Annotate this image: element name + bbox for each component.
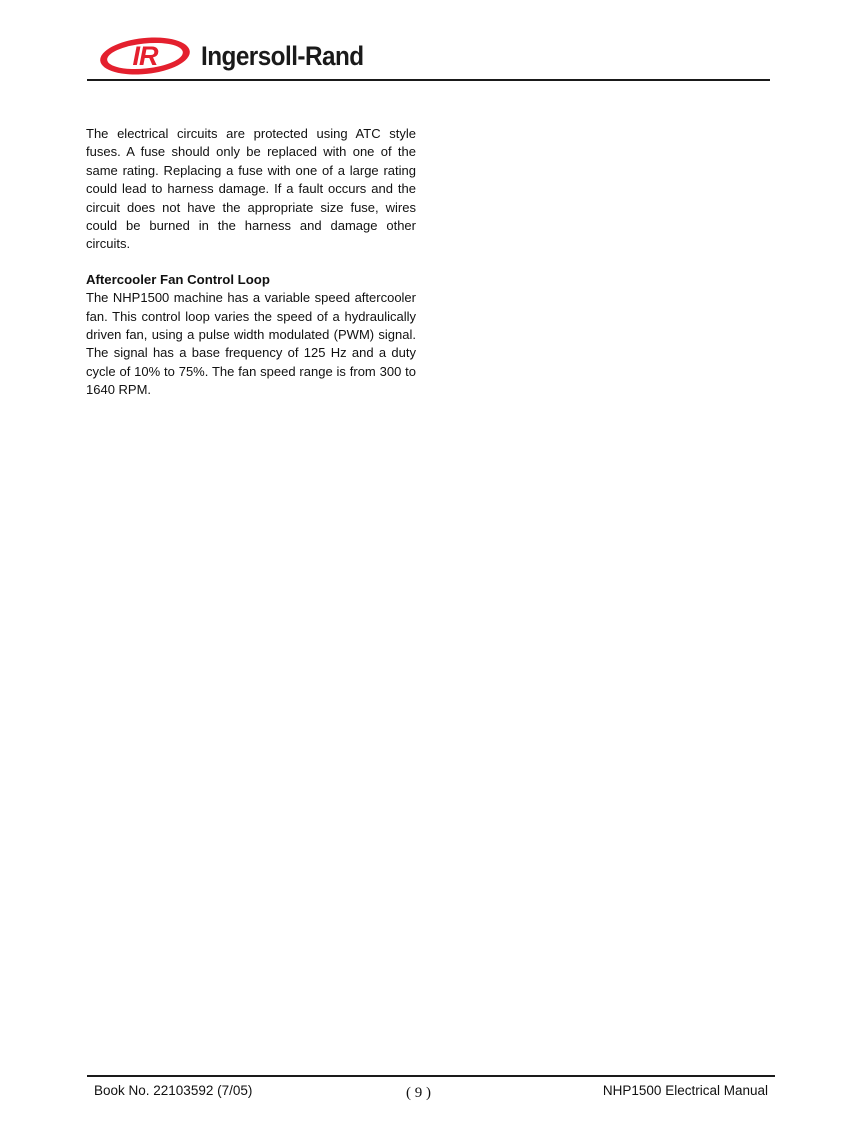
ingersoll-rand-logo <box>97 34 407 78</box>
page-number: ( 9 ) <box>406 1085 431 1101</box>
manual-title: NHP1500 Electrical Manual <box>602 1083 768 1098</box>
page-body <box>86 125 416 400</box>
header-divider <box>87 79 770 81</box>
section-heading: Aftercooler Fan Control Loop <box>86 271 270 287</box>
book-number: Book No. 22103592 (7/05) <box>94 1083 253 1098</box>
ir-logo-mark-icon <box>97 34 193 78</box>
fuse-protection-paragraph: The electrical circuits are protected using ATC style fuses. A fuse should only be replaced with one of the same rating. Replacing a fuse with one of a large rating could lead to harness damage. If a fault occurs and the circuit does not have the appropriate size fuse, wires could be burned in the harness and damage other circuits. <box>86 126 416 252</box>
fan-control-paragraph: The NHP1500 machine has a variable speed aftercooler fan. This control loop varies the speed of a hydraulically driven fan, using a pulse width modulated (PWM) signal. The signal has a base frequency of 125 Hz and a duty cycle of 10% to 75%. The fan speed range is from 300 to 1640 RPM. <box>86 290 416 398</box>
footer-divider <box>87 1075 775 1077</box>
logo-mark-letters: IR <box>132 41 158 71</box>
page-header <box>0 0 866 90</box>
logo-wordmark: Ingersoll-Rand <box>201 40 364 71</box>
